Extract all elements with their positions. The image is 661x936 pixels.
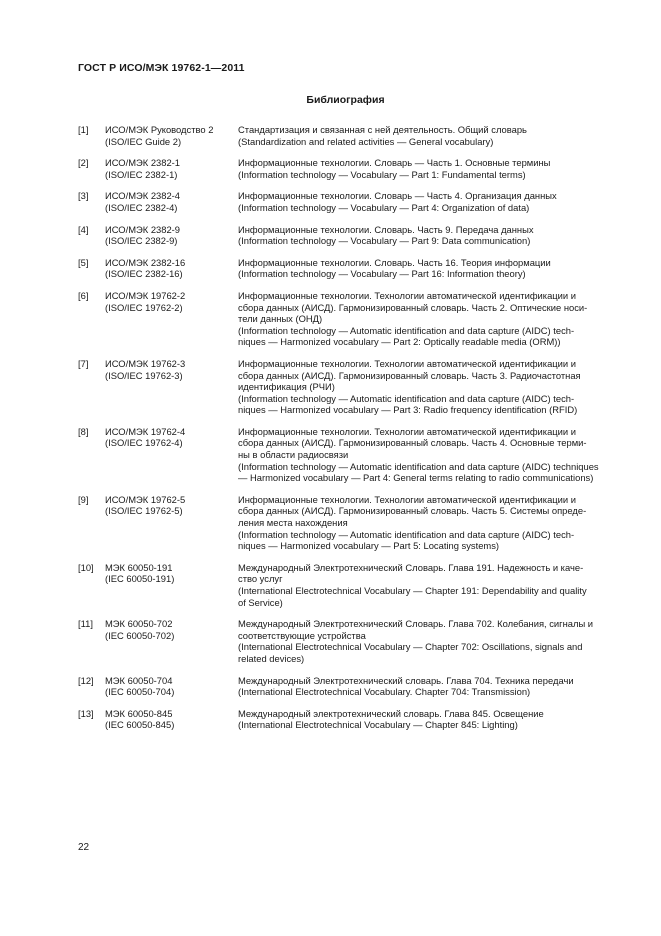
entry-description xyxy=(238,124,614,147)
description-line: Информационные технологии. Технологии автоматической идентификации и xyxy=(238,289,576,301)
entry-number: [7] xyxy=(78,357,89,369)
description-line: Информационные технологии. Словарь. Часть 16. Теория информации xyxy=(238,256,551,268)
description-line: Информационные технологии. Технологии автоматической идентификации и xyxy=(238,425,576,437)
entry-standard-code xyxy=(105,618,238,664)
description-line: ления места нахождения xyxy=(238,517,348,529)
entry-standard-code xyxy=(105,358,238,416)
description-line: (International Electrotechnical Vocabulary — Chapter 702: Oscillations, signals and xyxy=(238,641,583,653)
standard-code-line: МЭК 60050-704 xyxy=(105,674,173,686)
standard-code-line: (ISO/IEC 2382-4) xyxy=(105,201,178,213)
bibliography-entry xyxy=(78,358,614,416)
description-line: сбора данных (АИСД). Гармонизированный словарь. Часть 2. Оптические носи- xyxy=(238,301,588,313)
bibliography-entry xyxy=(78,562,614,608)
description-line: Информационные технологии. Технологии автоматической идентификации и xyxy=(238,493,576,505)
standard-code-line: (ISO/IEC 19762-2) xyxy=(105,301,183,313)
standard-code-line: ИСО/МЭК Руководство 2 xyxy=(105,124,214,135)
description-line: (Information technology — Automatic identification and data capture (AIDC) techniques xyxy=(238,460,599,472)
entry-description xyxy=(238,290,614,348)
entry-description xyxy=(238,190,614,213)
bibliography-entry xyxy=(78,157,614,180)
description-line: Информационные технологии. Технологии автоматической идентификации и xyxy=(238,357,576,369)
standard-code-line: ИСО/МЭК 19762-5 xyxy=(105,493,186,505)
standard-code-line: (IEC 60050-702) xyxy=(105,629,175,641)
entry-number: [12] xyxy=(78,674,94,686)
bibliography-entry xyxy=(78,124,614,147)
description-line: niques — Harmonized vocabulary — Part 2: Optically readable media (ORM)) xyxy=(238,336,561,348)
description-line: Стандартизация и связанная с ней деятельность. Общий словарь xyxy=(238,124,527,135)
description-line: (International Electrotechnical Vocabulary. Chapter 704: Transmission) xyxy=(238,686,531,698)
description-line: (International Electrotechnical Vocabulary — Chapter 845: Lighting) xyxy=(238,719,518,731)
description-line: — Harmonized vocabulary — Part 4: General terms relating to radio communications) xyxy=(238,472,594,484)
standard-code-line: ИСО/МЭК 2382-4 xyxy=(105,190,181,202)
description-line: соответствующие устройства xyxy=(238,629,366,641)
entry-number: [8] xyxy=(78,425,89,437)
description-line: тели данных (ОНД) xyxy=(238,313,323,325)
standard-code-line: (IEC 60050-845) xyxy=(105,719,175,731)
standard-code-line: МЭК 60050-702 xyxy=(105,618,173,630)
bibliography-entry xyxy=(78,675,614,698)
description-line: (Standardization and related activities — General vocabulary) xyxy=(238,135,494,147)
entry-description xyxy=(238,494,614,552)
standard-code-line: (IEC 60050-191) xyxy=(105,573,175,585)
bibliography-entry xyxy=(78,290,614,348)
description-line: related devices) xyxy=(238,652,305,664)
description-line: ны в области радиосвязи xyxy=(238,449,349,461)
description-line: ство услуг xyxy=(238,573,283,585)
entry-number: [5] xyxy=(78,256,89,268)
description-line: (Information technology — Vocabulary — Part 1: Fundamental terms) xyxy=(238,168,526,180)
entry-description xyxy=(238,257,614,280)
entry-number: [2] xyxy=(78,157,89,169)
entry-description xyxy=(238,562,614,608)
entry-description xyxy=(238,157,614,180)
description-line: сбора данных (АИСД). Гармонизированный словарь. Часть 3. Радиочастотная xyxy=(238,369,581,381)
description-line: идентификация (РЧИ) xyxy=(238,381,335,393)
entry-number: [3] xyxy=(78,190,89,202)
standard-code-line: (ISO/IEC 2382-9) xyxy=(105,235,178,247)
entry-number: [10] xyxy=(78,561,94,573)
page-number: 22 xyxy=(78,842,90,853)
document-header: ГОСТ Р ИСО/МЭК 19762-1—2011 xyxy=(78,62,245,74)
description-line: Международный Электротехнический Словарь. Глава 191. Надежность и каче- xyxy=(238,561,584,573)
section-title: Библиография xyxy=(306,94,385,106)
bibliography-entry xyxy=(78,190,614,213)
bibliography-entry xyxy=(78,257,614,280)
description-line: сбора данных (АИСД). Гармонизированный словарь. Часть 5. Системы опреде- xyxy=(238,505,587,517)
standard-code-line: ИСО/МЭК 19762-3 xyxy=(105,357,186,369)
standard-code-line: (IEC 60050-704) xyxy=(105,686,175,698)
bibliography-entry xyxy=(78,618,614,664)
entry-description xyxy=(238,358,614,416)
description-line: niques — Harmonized vocabulary — Part 5: Locating systems) xyxy=(238,540,500,552)
description-line: (Information technology — Vocabulary — Part 9: Data communication) xyxy=(238,235,531,247)
entry-number: [11] xyxy=(78,618,93,630)
description-line: Международный электротехнический словарь. Глава 845. Освещение xyxy=(238,707,544,719)
description-line: (Information technology — Automatic identification and data capture (AIDC) tech- xyxy=(238,324,575,336)
bibliography-list xyxy=(78,124,614,741)
entry-description xyxy=(238,708,614,731)
standard-code-line: (ISO/IEC 19762-4) xyxy=(105,437,183,449)
description-line: (International Electrotechnical Vocabulary — Chapter 191: Dependability and quality xyxy=(238,585,587,596)
standard-code-line: (ISO/IEC Guide 2) xyxy=(105,135,182,147)
standard-code-line: ИСО/МЭК 19762-4 xyxy=(105,425,186,437)
entry-number: [4] xyxy=(78,223,89,235)
description-line: Международный Электротехнический словарь. Глава 704. Техника передачи xyxy=(238,674,574,686)
bibliography-entry xyxy=(78,708,614,731)
standard-code-line: ИСО/МЭК 19762-2 xyxy=(105,289,186,301)
entry-description xyxy=(238,618,614,664)
standard-code-line: МЭК 60050-191 xyxy=(105,561,173,573)
entry-standard-code xyxy=(105,426,238,484)
bibliography-entry xyxy=(78,426,614,484)
entry-number: [9] xyxy=(78,493,89,505)
standard-code-line: ИСО/МЭК 2382-16 xyxy=(105,256,186,268)
description-line: (Information technology — Automatic identification and data capture (AIDC) tech- xyxy=(238,528,575,540)
description-line: of Service) xyxy=(238,596,283,608)
entry-number: [13] xyxy=(78,707,94,719)
entry-number: [6] xyxy=(78,289,89,301)
description-line: (Information technology — Automatic identification and data capture (AIDC) tech- xyxy=(238,392,575,404)
description-line: Информационные технологии. Словарь — Часть 1. Основные термины xyxy=(238,157,551,169)
standard-code-line: (ISO/IEC 19762-5) xyxy=(105,505,183,517)
description-line: сбора данных (АИСД). Гармонизированный словарь. Часть 4. Основные терми- xyxy=(238,437,587,449)
standard-code-line: ИСО/МЭК 2382-1 xyxy=(105,157,181,169)
entry-number: [1] xyxy=(78,124,89,135)
bibliography-entry xyxy=(78,494,614,552)
standard-code-line: ИСО/МЭК 2382-9 xyxy=(105,223,181,235)
standard-code-line: (ISO/IEC 19762-3) xyxy=(105,369,183,381)
standard-code-line: (ISO/IEC 2382-1) xyxy=(105,168,178,180)
description-line: (Information technology — Vocabulary — Part 4: Organization of data) xyxy=(238,201,530,213)
standard-code-line: МЭК 60050-845 xyxy=(105,707,173,719)
standard-code-line: (ISO/IEC 2382-16) xyxy=(105,268,183,280)
entry-standard-code xyxy=(105,675,238,698)
entry-standard-code xyxy=(105,257,238,280)
description-line: (Information technology — Vocabulary — Part 16: Information theory) xyxy=(238,268,526,280)
description-line: Международный Электротехнический Словарь. Глава 702. Колебания, сигналы и xyxy=(238,618,594,630)
entry-standard-code xyxy=(105,157,238,180)
entry-standard-code xyxy=(105,224,238,247)
entry-standard-code xyxy=(105,290,238,348)
entry-description xyxy=(238,224,614,247)
entry-standard-code xyxy=(105,562,238,608)
entry-standard-code xyxy=(105,124,238,147)
bibliography-entry xyxy=(78,224,614,247)
entry-standard-code xyxy=(105,494,238,552)
entry-description xyxy=(238,426,614,484)
description-line: niques — Harmonized vocabulary — Part 3: Radio frequency identification (RFID) xyxy=(238,404,578,416)
entry-description xyxy=(238,675,614,698)
description-line: Информационные технологии. Словарь — Часть 4. Организация данных xyxy=(238,190,557,202)
entry-standard-code xyxy=(105,190,238,213)
entry-standard-code xyxy=(105,708,238,731)
description-line: Информационные технологии. Словарь. Часть 9. Передача данных xyxy=(238,223,534,235)
